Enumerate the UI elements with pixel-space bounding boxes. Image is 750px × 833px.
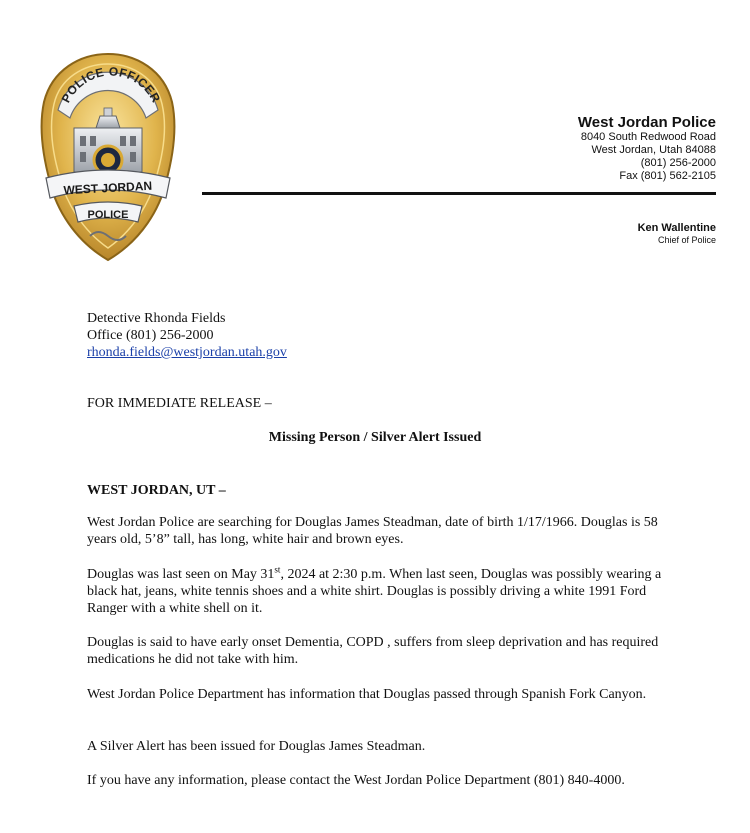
contact-name: Detective Rhonda Fields bbox=[87, 311, 226, 326]
agency-address-line1: 8040 South Redwood Road bbox=[580, 131, 716, 143]
paragraph-silver-alert: A Silver Alert has been issued for Douglas James Steadman. bbox=[87, 739, 426, 754]
agency-phone: (801) 256-2000 bbox=[640, 157, 716, 169]
paragraph-description: West Jordan Police are searching for Douglas James Steadman, date of birth 1/17/1966. Douglas is 58 years old, 5’8” tall, has long, white hair and brown eyes. bbox=[87, 515, 658, 547]
last-seen-text-start: Douglas was last seen on May 31 bbox=[87, 567, 275, 582]
chief-title: Chief of Police bbox=[657, 235, 716, 245]
dateline: WEST JORDAN, UT – bbox=[87, 483, 226, 498]
date-ordinal-suffix: st bbox=[274, 564, 281, 575]
chief-block bbox=[638, 222, 716, 246]
chief-name: Ken Wallentine bbox=[637, 222, 716, 234]
paragraph-contact-info: If you have any information, please contact the West Jordan Police Department (801) 840-4000. bbox=[87, 773, 625, 788]
agency-letterhead bbox=[578, 114, 716, 183]
paragraph-last-seen bbox=[87, 566, 687, 617]
agency-name: West Jordan Police bbox=[577, 114, 716, 131]
release-label: FOR IMMEDIATE RELEASE – bbox=[87, 396, 272, 411]
badge-middle-text: WEST JORDAN bbox=[63, 178, 153, 198]
paragraph-medical: Douglas is said to have early onset Dementia, COPD , suffers from sleep deprivation and has required medications he did not take with him. bbox=[87, 635, 659, 667]
last-seen-text-rest: , 2024 at 2:30 p.m. When last seen, Douglas was possibly wearing a black hat, jeans, white tennis shoes and a white shirt. Douglas is possibly driving a white 1991 Ford Ranger with a white shell on it. bbox=[87, 567, 662, 616]
agency-fax: Fax (801) 562-2105 bbox=[619, 170, 716, 182]
badge-top-text: POLICE OFFICER bbox=[58, 64, 164, 106]
contact-email-link[interactable]: rhonda.fields@westjordan.utah.gov bbox=[87, 345, 287, 360]
police-badge-logo bbox=[38, 50, 178, 264]
paragraph-location: West Jordan Police Department has information that Douglas passed through Spanish Fork Canyon. bbox=[87, 687, 647, 702]
agency-address-line2: West Jordan, Utah 84088 bbox=[591, 144, 716, 156]
contact-block bbox=[87, 310, 287, 361]
headline: Missing Person / Silver Alert Issued bbox=[268, 430, 482, 445]
contact-office-phone: Office (801) 256-2000 bbox=[87, 328, 214, 343]
letterhead-divider bbox=[202, 192, 716, 195]
badge-bottom-text: POLICE bbox=[87, 209, 129, 221]
